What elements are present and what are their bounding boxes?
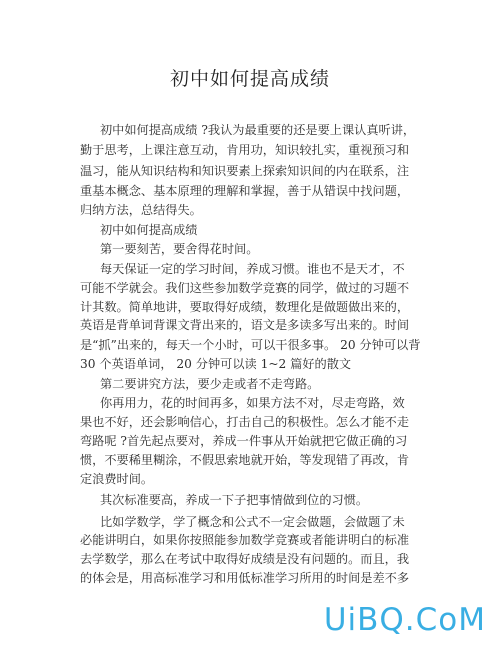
paragraph-line: 计其数。简单地讲，要取得好成绩，数理化是做题做出来的， [80,300,410,314]
paragraph-line: 可能不学就会。我们这些参加数学竞赛的同学，做过的习题不 [80,281,410,295]
paragraph-line: 你再用力，花的时间再多，如果方法不对，尽走弯路，效 [100,396,405,410]
section-heading: 第一要刻苦，要舍得花时间。 [100,242,259,256]
section-heading: 第二要讲究方法，要少走或者不走弯路。 [100,377,320,391]
paragraph-line: 英语是背单词背课文背出来的，语文是多读多写出来的。时间 [80,318,410,332]
paragraph-line: 定浪费时间。 [80,472,154,486]
section-heading: 其次标准要高，养成一下子把事情做到位的习惯。 [100,493,369,507]
paragraph-line: 是“抓”出来的，每天一个小时，可以干很多事。 20 分钟可以背 [80,338,421,352]
paragraph-line: 归纳方法，总结得失。 [80,203,202,217]
paragraph-line: 温习，能从知识结构和知识要素上探索知识间的内在联系，注 [80,164,410,178]
paragraph-line: 去学数学，那么在考试中取得好成绩是没有问题的。而且，我 [80,552,410,566]
paragraph-line: 30 个英语单词， 20 分钟可以读 1~2 篇好的散文 [80,357,352,371]
paragraph-line: 比如学数学，学了概念和公式不一定会做题，会做题了未 [100,515,405,529]
paragraph-line: 勤于思考，上课注意互动，肯用功，知识较扎实，重视预习和 [80,143,410,157]
paragraph-line: 必能讲明白，如果你按照能参加数学竞赛或者能讲明白的标准 [80,533,410,547]
paragraph-line: 初中如何提高成绩 ?我认为最重要的还是要上课认真听讲， [100,123,416,137]
document-title: 初中如何提高成绩 [169,68,330,90]
paragraph-line: 每天保证一定的学习时间，养成习惯。谁也不是天才，不 [100,262,405,276]
paragraph-line: 弯路呢 ?首先起点要对，养成一件事从开始就把它做正确的习 [80,434,408,448]
paragraph-line: 惯，不要稀里糊涂，不假思索地就开始，等发现错了再改，肯 [80,453,410,467]
paragraph-line: 果也不好，还会影响信心，打击自己的积极性。怎么才能不走 [80,415,410,429]
paragraph-line: 的体会是，用高标准学习和用低标准学习所用的时间是差不多 [80,571,410,585]
section-heading: 初中如何提高成绩 [100,223,198,237]
site-watermark: UiBQ.CoM [323,602,486,638]
paragraph-line: 重基本概念、基本原理的理解和掌握，善于从错误中找问题， [80,184,410,198]
